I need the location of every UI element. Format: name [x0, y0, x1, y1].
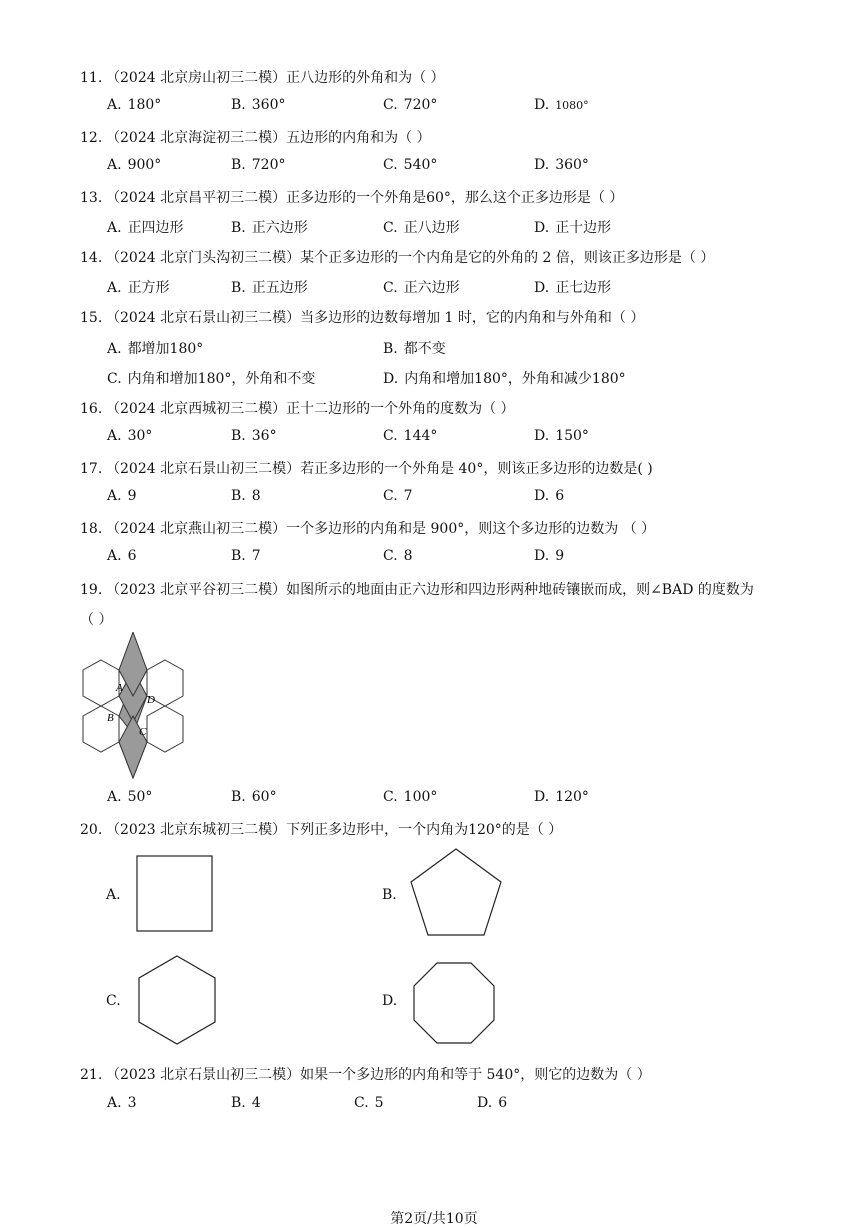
- tessellation-figure: [70, 632, 200, 782]
- option-d[interactable]: D. 6: [477, 1095, 508, 1111]
- option-c[interactable]: C. 8: [383, 548, 413, 564]
- question-12: [80, 127, 431, 147]
- question-18: [80, 518, 655, 538]
- option-c[interactable]: C. 720°: [383, 97, 438, 113]
- option-d[interactable]: D. 正七边形: [534, 280, 612, 296]
- question-11: [80, 67, 445, 87]
- option-c[interactable]: C. 100°: [383, 789, 438, 805]
- point-label-a: A: [116, 682, 123, 694]
- question-number: 16.: [80, 401, 103, 417]
- option-c[interactable]: C. 7: [383, 488, 413, 504]
- option-a[interactable]: A. 正方形: [107, 280, 170, 296]
- option-d[interactable]: D. 9: [534, 548, 565, 564]
- point-label-c: C: [139, 726, 147, 738]
- question-text: （2024 北京石景山初三二模）当多边形的边数每增加 1 时，它的内角和与外角和（ ）: [106, 310, 645, 326]
- question-text: （2023 北京东城初三二模）下列正多边形中，一个内角为120°的是（ ）: [106, 822, 563, 838]
- hexagon-shape: [134, 953, 220, 1047]
- option-d[interactable]: D. 内角和增加180°，外角和减少180°: [383, 371, 626, 387]
- question-text: （2024 北京石景山初三二模）若正多边形的一个外角是 40°，则该正多边形的边数是( ): [106, 461, 653, 477]
- option-a[interactable]: A. 30°: [107, 428, 153, 444]
- option-c[interactable]: C.: [106, 993, 121, 1009]
- option-b[interactable]: B. 60°: [231, 789, 277, 805]
- option-a[interactable]: A. 180°: [107, 97, 162, 113]
- question-number: 12.: [80, 130, 103, 146]
- option-c[interactable]: C. 正六边形: [383, 280, 460, 296]
- question-number: 17.: [80, 461, 103, 477]
- option-b[interactable]: B. 都不变: [383, 341, 446, 357]
- option-d[interactable]: D. 正十边形: [534, 220, 612, 236]
- question-number: 20.: [80, 822, 103, 838]
- option-b[interactable]: B.: [382, 887, 397, 903]
- option-d[interactable]: D. 6: [534, 488, 565, 504]
- option-a[interactable]: A. 50°: [107, 789, 153, 805]
- question-number: 18.: [80, 521, 103, 537]
- question-text: （2024 北京昌平初三二模）正多边形的一个外角是60°，那么这个正多边形是（ ）: [106, 190, 624, 206]
- question-20: [80, 819, 562, 839]
- option-c[interactable]: C. 540°: [383, 157, 438, 173]
- question-13: [80, 187, 623, 207]
- question-text: （2024 北京房山初三二模）正八边形的外角和为（ ）: [106, 70, 445, 86]
- option-a[interactable]: A. 3: [107, 1095, 137, 1111]
- pentagon-shape: [406, 845, 506, 939]
- question-number: 11.: [80, 70, 103, 86]
- question-text: （2023 北京石景山初三二模）如果一个多边形的内角和等于 540°，则它的边数为（ ）: [106, 1067, 651, 1083]
- page-footer: 第2页/共10页: [390, 1211, 478, 1227]
- question-text: （2024 北京西城初三二模）正十二边形的一个外角的度数为（ ）: [106, 401, 515, 417]
- question-number: 19.: [80, 582, 103, 598]
- question-19: [80, 579, 754, 599]
- option-b[interactable]: B. 720°: [231, 157, 286, 173]
- answer-bracket: （ ）: [80, 612, 113, 628]
- option-c[interactable]: C. 5: [354, 1095, 384, 1111]
- hexagon: [83, 660, 119, 706]
- option-a[interactable]: A. 900°: [107, 157, 162, 173]
- option-a[interactable]: A. 6: [107, 548, 137, 564]
- question-number: 14.: [80, 250, 103, 266]
- question-17: [80, 458, 653, 478]
- option-d[interactable]: D. 150°: [534, 428, 589, 444]
- point-label-b: B: [107, 712, 114, 724]
- option-b[interactable]: B. 4: [231, 1095, 261, 1111]
- option-a[interactable]: A. 9: [107, 488, 137, 504]
- option-d[interactable]: D. 120°: [534, 789, 589, 805]
- option-b[interactable]: B. 7: [231, 548, 261, 564]
- question-14: [80, 247, 714, 267]
- option-a[interactable]: A. 正四边形: [107, 220, 184, 236]
- question-16: [80, 398, 515, 418]
- question-number: 15.: [80, 310, 103, 326]
- option-b[interactable]: B. 正五边形: [231, 280, 308, 296]
- option-d[interactable]: D.: [382, 993, 398, 1009]
- octagon-shape: [410, 959, 498, 1047]
- option-c[interactable]: C. 144°: [383, 428, 438, 444]
- option-b[interactable]: B. 360°: [231, 97, 286, 113]
- question-21: [80, 1064, 651, 1084]
- option-d[interactable]: D. 1080°: [534, 97, 589, 113]
- option-b[interactable]: B. 8: [231, 488, 261, 504]
- option-b[interactable]: B. 正六边形: [231, 220, 308, 236]
- option-a[interactable]: A.: [106, 887, 121, 903]
- option-d[interactable]: D. 360°: [534, 157, 589, 173]
- square-shape: [134, 853, 216, 935]
- point-label-d: D: [147, 694, 155, 706]
- option-c[interactable]: C. 内角和增加180°，外角和不变: [107, 371, 316, 387]
- option-a[interactable]: A. 都增加180°: [107, 341, 204, 357]
- option-b[interactable]: B. 36°: [231, 428, 277, 444]
- question-text: （2023 北京平谷初三二模）如图所示的地面由正六边形和四边形两种地砖镶嵌而成，则∠BAD 的度数为: [106, 582, 754, 598]
- question-text: （2024 北京海淀初三二模）五边形的内角和为（ ）: [106, 130, 431, 146]
- question-text: （2024 北京燕山初三二模）一个多边形的内角和是 900°，则这个多边形的边数为 （ ）: [106, 521, 656, 537]
- question-15: [80, 307, 644, 327]
- question-number: 13.: [80, 190, 103, 206]
- rhombus: [119, 632, 147, 696]
- option-c[interactable]: C. 正八边形: [383, 220, 460, 236]
- hexagon: [147, 706, 183, 752]
- question-number: 21.: [80, 1067, 103, 1083]
- question-text: （2024 北京门头沟初三二模）某个正多边形的一个内角是它的外角的 2 倍，则该正多边形是（ ）: [106, 250, 715, 266]
